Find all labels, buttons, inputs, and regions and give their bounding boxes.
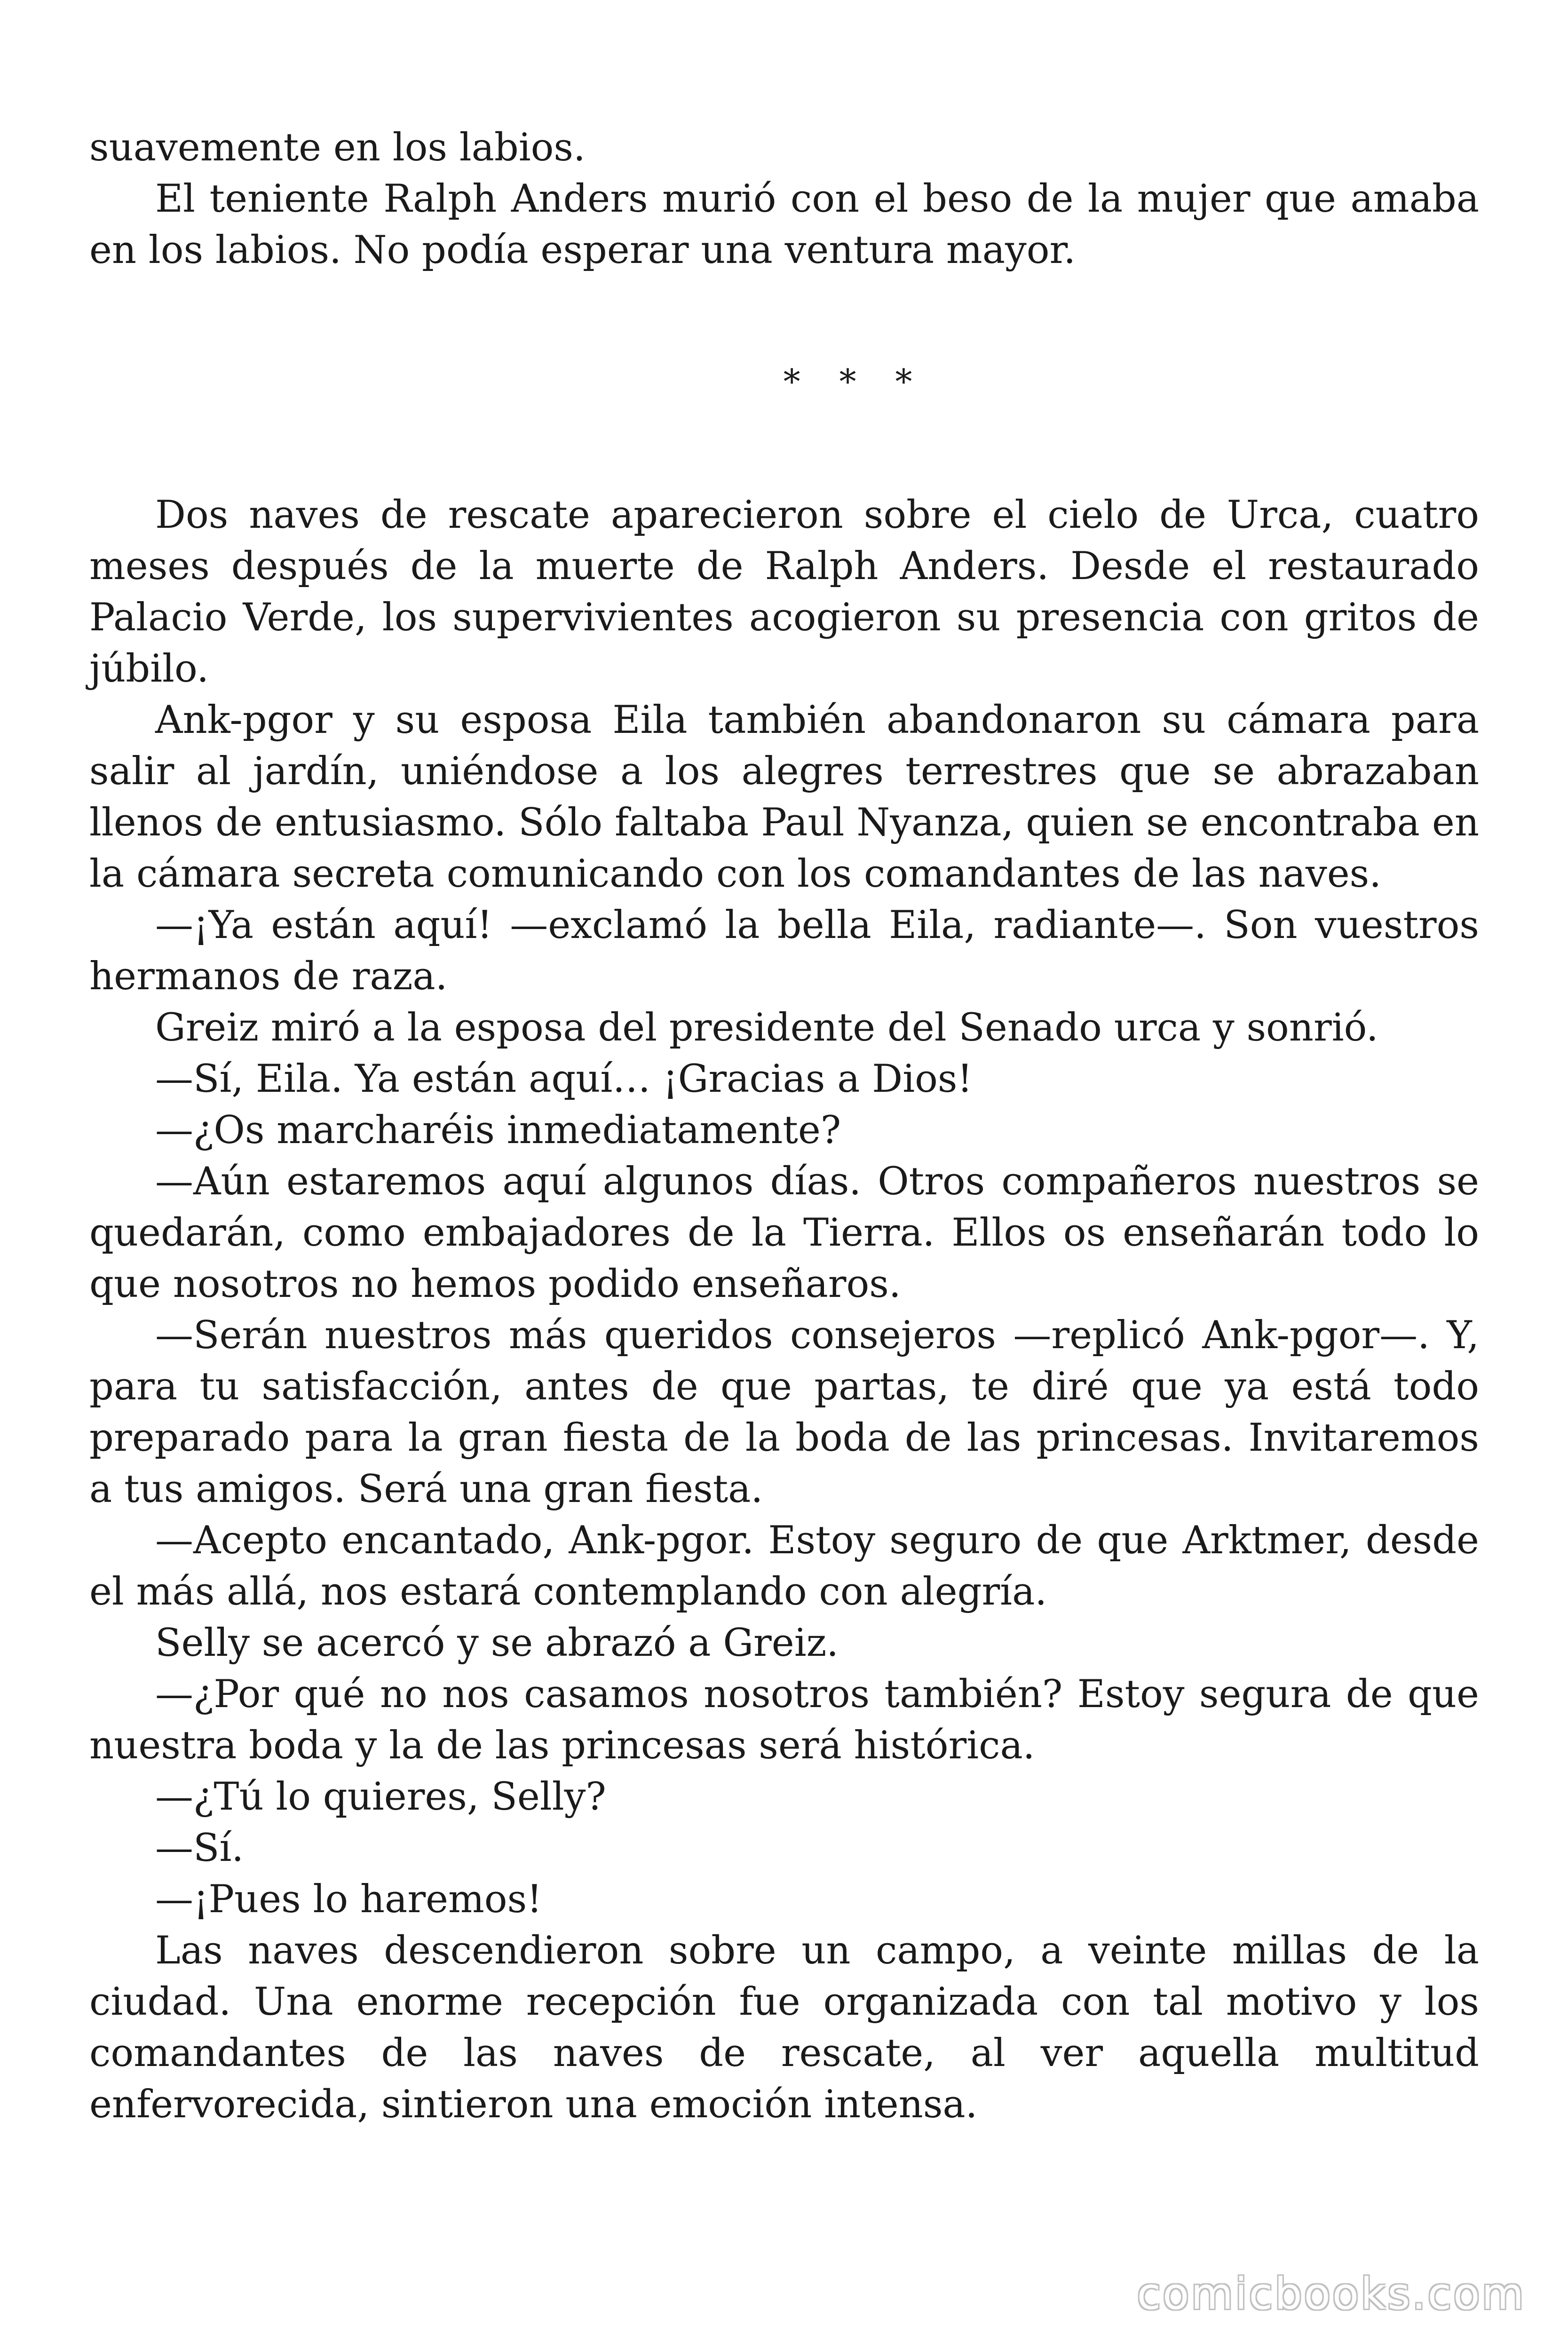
paragraph: Dos naves de rescate aparecieron sobre el cielo de Urca, cuatro meses después de la muerte de Ralph Anders. Desde el restaurado Palacio Verde, los supervivientes acogieron su presencia con gritos de júbilo. [89,493,1479,691]
book-page [89,122,1479,2130]
paragraph: —¿Por qué no nos casamos nosotros también? Estoy segura de que nuestra boda y la de las princesas será histórica. [89,1672,1479,1768]
paragraph: Greiz miró a la esposa del presidente del Senado urca y sonrió. [155,1006,1378,1050]
paragraph: suavemente en los labios. [89,126,586,170]
paragraph: El teniente Ralph Anders murió con el beso de la mujer que amaba en los labios. No podía esperar una ventura mayor. [89,177,1479,272]
paragraph: —Acepto encantado, Ank-pgor. Estoy seguro de que Arktmer, desde el más allá, nos estará contemplando con alegría. [89,1518,1479,1614]
paragraph: Ank-pgor y su esposa Eila también abandonaron su cámara para salir al jardín, uniéndose a los alegres terrestres que se abrazaban llenos de entusiasmo. Sólo faltaba Paul Nyanza, quien se encontraba en la cámara secreta comunicando con los comandantes de las naves. [89,698,1479,896]
watermark: comicbooks.com [1137,2269,1526,2319]
paragraph: —Sí. [155,1826,244,1870]
paragraph: —Serán nuestros más queridos consejeros —replicó Ank-pgor—. Y, para tu satisfacción, antes de que partas, te diré que ya está todo preparado para la gran fiesta de la boda de las princesas. Invitaremos a tus amigos. Será una gran fiesta. [89,1313,1479,1511]
section-separator: * * * [783,362,927,401]
paragraph: —¿Tú lo quieres, Selly? [155,1775,606,1819]
paragraph: —Sí, Eila. Ya están aquí… ¡Gracias a Dios! [155,1057,973,1101]
paragraph: —¡Ya están aquí! —exclamó la bella Eila, radiante—. Son vuestros hermanos de raza. [89,903,1479,999]
paragraph: Las naves descendieron sobre un campo, a veinte millas de la ciudad. Una enorme recepción fue organizada con tal motivo y los comandantes de las naves de rescate, al ver aquella multitud enfervorecida, sintieron una emoción intensa. [89,1929,1479,2127]
paragraph: Selly se acercó y se abrazó a Greiz. [155,1621,839,1665]
paragraph: —¡Pues lo haremos! [155,1877,542,1922]
paragraph: —¿Os marcharéis inmediatamente? [155,1108,841,1152]
paragraph: —Aún estaremos aquí algunos días. Otros compañeros nuestros se quedarán, como embajadores de la Tierra. Ellos os enseñarán todo lo que nosotros no hemos podido enseñaros. [89,1160,1479,1306]
